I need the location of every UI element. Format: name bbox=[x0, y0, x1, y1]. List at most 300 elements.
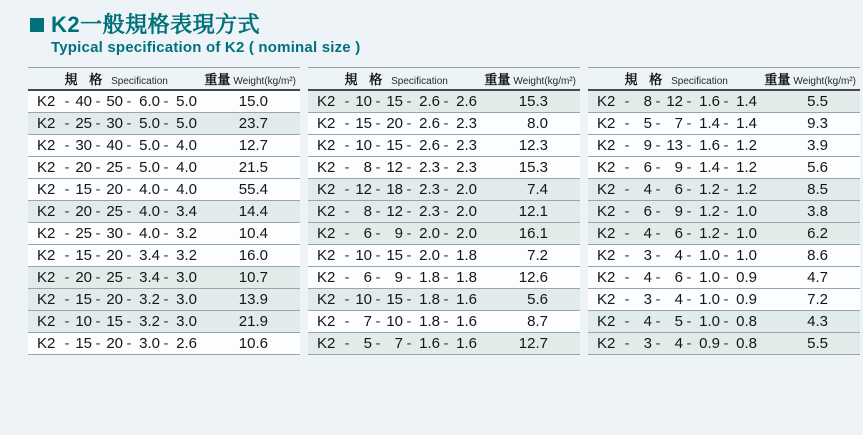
size-value: 15 bbox=[386, 291, 403, 309]
size-value: 12 bbox=[355, 181, 372, 199]
weight-value: 16.0 bbox=[238, 247, 268, 265]
size-value: 15 bbox=[355, 115, 372, 133]
separator-dash: - bbox=[95, 335, 101, 353]
size-value: 10 bbox=[386, 313, 403, 331]
table-row bbox=[588, 113, 860, 135]
separator-dash: - bbox=[624, 137, 630, 155]
table-row bbox=[308, 179, 580, 201]
spec-cell bbox=[308, 91, 478, 112]
spec-cell bbox=[588, 245, 758, 266]
separator-dash: - bbox=[686, 269, 692, 287]
spec-cell bbox=[28, 223, 198, 244]
size-value: 1.2 bbox=[736, 159, 757, 177]
size-value: 1.0 bbox=[699, 269, 720, 287]
size-value: 1.0 bbox=[699, 247, 720, 265]
separator-dash: - bbox=[375, 137, 381, 155]
separator-dash: - bbox=[686, 203, 692, 221]
separator-dash: - bbox=[443, 137, 449, 155]
separator-dash: - bbox=[375, 291, 381, 309]
separator-dash: - bbox=[375, 181, 381, 199]
size-value: 1.0 bbox=[736, 203, 757, 221]
size-value: 0.8 bbox=[736, 335, 757, 353]
separator-dash: - bbox=[375, 247, 381, 265]
separator-dash: - bbox=[375, 269, 381, 287]
size-value: 2.3 bbox=[456, 115, 477, 133]
separator-dash: - bbox=[723, 313, 729, 331]
spec-header-cjk: 規 格 bbox=[344, 72, 387, 88]
size-value: 6 bbox=[363, 225, 372, 243]
weight-value: 15.3 bbox=[518, 159, 548, 177]
separator-dash: - bbox=[406, 291, 412, 309]
spec-cell bbox=[28, 91, 198, 112]
separator-dash: - bbox=[686, 247, 692, 265]
separator-dash: - bbox=[344, 313, 350, 331]
separator-dash: - bbox=[375, 335, 381, 353]
size-value: 1.6 bbox=[419, 335, 440, 353]
size-value: 5.0 bbox=[139, 159, 160, 177]
separator-dash: - bbox=[64, 225, 70, 243]
separator-dash: - bbox=[126, 291, 132, 309]
table-row bbox=[308, 135, 580, 157]
separator-dash: - bbox=[375, 203, 381, 221]
separator-dash: - bbox=[723, 93, 729, 111]
model-code: K2 bbox=[37, 181, 56, 199]
separator-dash: - bbox=[406, 115, 412, 133]
size-value: 2.3 bbox=[419, 159, 440, 177]
model-code: K2 bbox=[597, 115, 616, 133]
separator-dash: - bbox=[624, 115, 630, 133]
separator-dash: - bbox=[64, 203, 70, 221]
size-value: 12 bbox=[386, 159, 403, 177]
size-value: 1.8 bbox=[419, 269, 440, 287]
separator-dash: - bbox=[344, 115, 350, 133]
separator-dash: - bbox=[443, 93, 449, 111]
size-value: 3.4 bbox=[139, 247, 160, 265]
size-value: 7 bbox=[363, 313, 372, 331]
separator-dash: - bbox=[375, 225, 381, 243]
size-value: 0.9 bbox=[736, 291, 757, 309]
separator-dash: - bbox=[406, 225, 412, 243]
model-code: K2 bbox=[597, 269, 616, 287]
size-value: 15 bbox=[75, 247, 92, 265]
size-value: 4 bbox=[643, 269, 652, 287]
size-value: 20 bbox=[106, 335, 123, 353]
separator-dash: - bbox=[624, 181, 630, 199]
size-value: 30 bbox=[106, 225, 123, 243]
weight-value: 13.9 bbox=[238, 291, 268, 309]
size-value: 4.0 bbox=[176, 159, 197, 177]
model-code: K2 bbox=[317, 225, 336, 243]
spec-cell bbox=[308, 179, 478, 200]
separator-dash: - bbox=[723, 181, 729, 199]
weight-value: 5.5 bbox=[807, 93, 828, 111]
size-value: 9 bbox=[674, 159, 683, 177]
weight-value: 55.4 bbox=[238, 181, 268, 199]
separator-dash: - bbox=[64, 137, 70, 155]
spec-cell bbox=[588, 135, 758, 156]
size-value: 20 bbox=[106, 181, 123, 199]
spec-cell bbox=[308, 135, 478, 156]
separator-dash: - bbox=[443, 225, 449, 243]
spec-cell bbox=[588, 91, 758, 112]
separator-dash: - bbox=[686, 181, 692, 199]
size-value: 20 bbox=[386, 115, 403, 133]
weight-value: 6.2 bbox=[807, 225, 828, 243]
weight-value: 10.4 bbox=[238, 225, 268, 243]
separator-dash: - bbox=[406, 335, 412, 353]
table-row bbox=[588, 289, 860, 311]
size-value: 6 bbox=[643, 159, 652, 177]
weight-value: 12.7 bbox=[238, 137, 268, 155]
weight-value: 14.4 bbox=[238, 203, 268, 221]
size-value: 2.3 bbox=[419, 203, 440, 221]
table-row bbox=[308, 245, 580, 267]
size-value: 3 bbox=[643, 291, 652, 309]
separator-dash: - bbox=[126, 247, 132, 265]
table-row bbox=[308, 267, 580, 289]
separator-dash: - bbox=[64, 159, 70, 177]
size-value: 30 bbox=[75, 137, 92, 155]
spec-header-en: Specification bbox=[111, 76, 168, 88]
separator-dash: - bbox=[723, 225, 729, 243]
table-row bbox=[588, 91, 860, 113]
model-code: K2 bbox=[317, 203, 336, 221]
model-code: K2 bbox=[597, 203, 616, 221]
size-value: 1.0 bbox=[699, 291, 720, 309]
table-body bbox=[308, 91, 580, 355]
size-value: 1.0 bbox=[736, 247, 757, 265]
separator-dash: - bbox=[126, 159, 132, 177]
separator-dash: - bbox=[686, 291, 692, 309]
size-value: 1.4 bbox=[699, 159, 720, 177]
separator-dash: - bbox=[655, 335, 661, 353]
weight-value: 15.3 bbox=[518, 93, 548, 111]
model-code: K2 bbox=[597, 247, 616, 265]
size-value: 15 bbox=[386, 93, 403, 111]
separator-dash: - bbox=[163, 203, 169, 221]
table-row bbox=[588, 179, 860, 201]
weight-value: 5.6 bbox=[807, 159, 828, 177]
model-code: K2 bbox=[37, 93, 56, 111]
weight-column-header bbox=[204, 69, 300, 88]
size-value: 3 bbox=[643, 247, 652, 265]
separator-dash: - bbox=[443, 181, 449, 199]
separator-dash: - bbox=[655, 115, 661, 133]
weight-value: 12.6 bbox=[518, 269, 548, 287]
separator-dash: - bbox=[344, 225, 350, 243]
size-value: 15 bbox=[386, 137, 403, 155]
size-value: 1.6 bbox=[699, 93, 720, 111]
table-row bbox=[28, 179, 300, 201]
weight-header-en: Weight(kg/m²) bbox=[513, 76, 576, 88]
separator-dash: - bbox=[375, 313, 381, 331]
size-value: 1.6 bbox=[456, 335, 477, 353]
spec-cell bbox=[308, 311, 478, 332]
separator-dash: - bbox=[163, 247, 169, 265]
size-value: 4 bbox=[674, 291, 683, 309]
size-value: 4.0 bbox=[139, 225, 160, 243]
separator-dash: - bbox=[443, 115, 449, 133]
size-value: 50 bbox=[106, 93, 123, 111]
size-value: 1.2 bbox=[736, 137, 757, 155]
spec-cell bbox=[28, 333, 198, 354]
separator-dash: - bbox=[686, 225, 692, 243]
table-row bbox=[308, 113, 580, 135]
weight-value: 21.9 bbox=[238, 313, 268, 331]
spec-cell bbox=[28, 135, 198, 156]
table-body bbox=[28, 91, 300, 355]
spec-cell bbox=[308, 223, 478, 244]
size-value: 1.2 bbox=[699, 225, 720, 243]
spec-header-cjk: 規 格 bbox=[64, 72, 107, 88]
separator-dash: - bbox=[406, 247, 412, 265]
size-value: 3.0 bbox=[139, 335, 160, 353]
size-value: 25 bbox=[75, 115, 92, 133]
model-code: K2 bbox=[317, 159, 336, 177]
size-value: 10 bbox=[75, 313, 92, 331]
weight-value: 8.5 bbox=[807, 181, 828, 199]
size-value: 7 bbox=[674, 115, 683, 133]
model-code: K2 bbox=[37, 269, 56, 287]
size-value: 9 bbox=[674, 203, 683, 221]
separator-dash: - bbox=[406, 159, 412, 177]
separator-dash: - bbox=[686, 93, 692, 111]
model-code: K2 bbox=[317, 313, 336, 331]
table-header bbox=[308, 67, 580, 91]
separator-dash: - bbox=[624, 269, 630, 287]
separator-dash: - bbox=[163, 93, 169, 111]
table-body bbox=[588, 91, 860, 355]
spec-cell bbox=[588, 333, 758, 354]
size-value: 3.0 bbox=[176, 269, 197, 287]
separator-dash: - bbox=[624, 313, 630, 331]
separator-dash: - bbox=[624, 247, 630, 265]
size-value: 1.4 bbox=[736, 115, 757, 133]
separator-dash: - bbox=[406, 203, 412, 221]
model-code: K2 bbox=[597, 225, 616, 243]
table-row bbox=[308, 91, 580, 113]
weight-value: 10.6 bbox=[238, 335, 268, 353]
weight-header-cjk: 重量 bbox=[484, 72, 511, 88]
separator-dash: - bbox=[624, 335, 630, 353]
size-value: 1.2 bbox=[699, 181, 720, 199]
size-value: 2.3 bbox=[456, 159, 477, 177]
table-row bbox=[28, 201, 300, 223]
size-value: 20 bbox=[106, 291, 123, 309]
size-value: 20 bbox=[75, 203, 92, 221]
weight-value: 16.1 bbox=[518, 225, 548, 243]
size-value: 2.3 bbox=[456, 137, 477, 155]
model-code: K2 bbox=[597, 335, 616, 353]
model-code: K2 bbox=[597, 93, 616, 111]
size-value: 5.0 bbox=[176, 93, 197, 111]
separator-dash: - bbox=[64, 93, 70, 111]
model-code: K2 bbox=[37, 225, 56, 243]
spec-column-header bbox=[28, 69, 204, 88]
model-code: K2 bbox=[317, 247, 336, 265]
size-value: 12 bbox=[666, 93, 683, 111]
separator-dash: - bbox=[686, 115, 692, 133]
size-value: 0.9 bbox=[736, 269, 757, 287]
size-value: 4 bbox=[674, 335, 683, 353]
size-value: 6 bbox=[674, 225, 683, 243]
separator-dash: - bbox=[163, 313, 169, 331]
spec-cell bbox=[28, 157, 198, 178]
size-value: 6 bbox=[674, 269, 683, 287]
separator-dash: - bbox=[163, 225, 169, 243]
size-value: 30 bbox=[106, 115, 123, 133]
size-value: 4.0 bbox=[139, 181, 160, 199]
size-value: 8 bbox=[363, 203, 372, 221]
table-row bbox=[308, 333, 580, 355]
model-code: K2 bbox=[317, 93, 336, 111]
table-row bbox=[588, 223, 860, 245]
table-row bbox=[588, 135, 860, 157]
separator-dash: - bbox=[126, 181, 132, 199]
size-value: 15 bbox=[75, 335, 92, 353]
size-value: 20 bbox=[106, 247, 123, 265]
size-value: 5.0 bbox=[176, 115, 197, 133]
table-row bbox=[28, 91, 300, 113]
table-header bbox=[28, 67, 300, 91]
size-value: 7 bbox=[394, 335, 403, 353]
weight-value: 10.7 bbox=[238, 269, 268, 287]
size-value: 13 bbox=[666, 137, 683, 155]
size-value: 2.0 bbox=[419, 225, 440, 243]
separator-dash: - bbox=[344, 137, 350, 155]
size-value: 40 bbox=[75, 93, 92, 111]
size-value: 3.0 bbox=[176, 291, 197, 309]
size-value: 3.2 bbox=[139, 313, 160, 331]
size-value: 2.6 bbox=[176, 335, 197, 353]
model-code: K2 bbox=[597, 137, 616, 155]
spec-column-header bbox=[308, 69, 484, 88]
weight-value: 21.5 bbox=[238, 159, 268, 177]
size-value: 0.9 bbox=[699, 335, 720, 353]
table-row bbox=[588, 333, 860, 355]
model-code: K2 bbox=[597, 159, 616, 177]
model-code: K2 bbox=[37, 247, 56, 265]
weight-value: 4.3 bbox=[807, 313, 828, 331]
size-value: 5 bbox=[674, 313, 683, 331]
separator-dash: - bbox=[64, 247, 70, 265]
table-row bbox=[308, 311, 580, 333]
model-code: K2 bbox=[597, 313, 616, 331]
spec-header-en: Specification bbox=[671, 76, 728, 88]
model-code: K2 bbox=[37, 115, 56, 133]
size-value: 1.8 bbox=[456, 269, 477, 287]
weight-value: 15.0 bbox=[238, 93, 268, 111]
size-value: 40 bbox=[106, 137, 123, 155]
separator-dash: - bbox=[344, 159, 350, 177]
separator-dash: - bbox=[686, 137, 692, 155]
size-value: 25 bbox=[106, 269, 123, 287]
table-row bbox=[588, 157, 860, 179]
size-value: 8 bbox=[363, 159, 372, 177]
size-value: 1.2 bbox=[699, 203, 720, 221]
separator-dash: - bbox=[126, 313, 132, 331]
separator-dash: - bbox=[64, 115, 70, 133]
size-value: 3.4 bbox=[139, 269, 160, 287]
size-value: 0.8 bbox=[736, 313, 757, 331]
size-value: 15 bbox=[75, 181, 92, 199]
separator-dash: - bbox=[95, 247, 101, 265]
table-row bbox=[28, 289, 300, 311]
table-row bbox=[308, 289, 580, 311]
separator-dash: - bbox=[723, 269, 729, 287]
weight-value: 8.7 bbox=[527, 313, 548, 331]
size-value: 2.0 bbox=[456, 225, 477, 243]
table-row bbox=[28, 311, 300, 333]
size-value: 4.0 bbox=[176, 181, 197, 199]
separator-dash: - bbox=[95, 159, 101, 177]
separator-dash: - bbox=[624, 203, 630, 221]
model-code: K2 bbox=[317, 115, 336, 133]
separator-dash: - bbox=[126, 115, 132, 133]
size-value: 6.0 bbox=[139, 93, 160, 111]
weight-value: 7.2 bbox=[807, 291, 828, 309]
model-code: K2 bbox=[597, 181, 616, 199]
spec-cell bbox=[28, 201, 198, 222]
separator-dash: - bbox=[723, 137, 729, 155]
separator-dash: - bbox=[375, 115, 381, 133]
spec-header-cjk: 規 格 bbox=[624, 72, 667, 88]
model-code: K2 bbox=[317, 181, 336, 199]
size-value: 2.6 bbox=[419, 93, 440, 111]
separator-dash: - bbox=[95, 181, 101, 199]
spec-cell bbox=[308, 289, 478, 310]
size-value: 25 bbox=[106, 203, 123, 221]
spec-cell bbox=[28, 311, 198, 332]
weight-value: 5.5 bbox=[807, 335, 828, 353]
separator-dash: - bbox=[624, 159, 630, 177]
weight-value: 9.3 bbox=[807, 115, 828, 133]
size-value: 1.2 bbox=[736, 181, 757, 199]
spec-cell bbox=[308, 333, 478, 354]
spec-cell bbox=[588, 201, 758, 222]
spec-cell bbox=[588, 179, 758, 200]
size-value: 6 bbox=[674, 181, 683, 199]
separator-dash: - bbox=[95, 313, 101, 331]
table-row bbox=[28, 157, 300, 179]
size-value: 1.0 bbox=[699, 313, 720, 331]
separator-dash: - bbox=[64, 313, 70, 331]
separator-dash: - bbox=[624, 225, 630, 243]
separator-dash: - bbox=[443, 247, 449, 265]
separator-dash: - bbox=[443, 313, 449, 331]
separator-dash: - bbox=[686, 335, 692, 353]
size-value: 3.4 bbox=[176, 203, 197, 221]
size-value: 1.6 bbox=[699, 137, 720, 155]
separator-dash: - bbox=[344, 93, 350, 111]
separator-dash: - bbox=[723, 159, 729, 177]
separator-dash: - bbox=[443, 291, 449, 309]
size-value: 5 bbox=[363, 335, 372, 353]
weight-value: 8.0 bbox=[527, 115, 548, 133]
spec-header-en: Specification bbox=[391, 76, 448, 88]
table-row bbox=[28, 333, 300, 355]
separator-dash: - bbox=[344, 247, 350, 265]
weight-value: 3.8 bbox=[807, 203, 828, 221]
size-value: 10 bbox=[355, 291, 372, 309]
size-value: 3.0 bbox=[176, 313, 197, 331]
size-value: 25 bbox=[106, 159, 123, 177]
size-value: 4 bbox=[643, 313, 652, 331]
model-code: K2 bbox=[37, 159, 56, 177]
size-value: 25 bbox=[75, 225, 92, 243]
weight-column-header bbox=[484, 69, 580, 88]
spec-cell bbox=[308, 113, 478, 134]
